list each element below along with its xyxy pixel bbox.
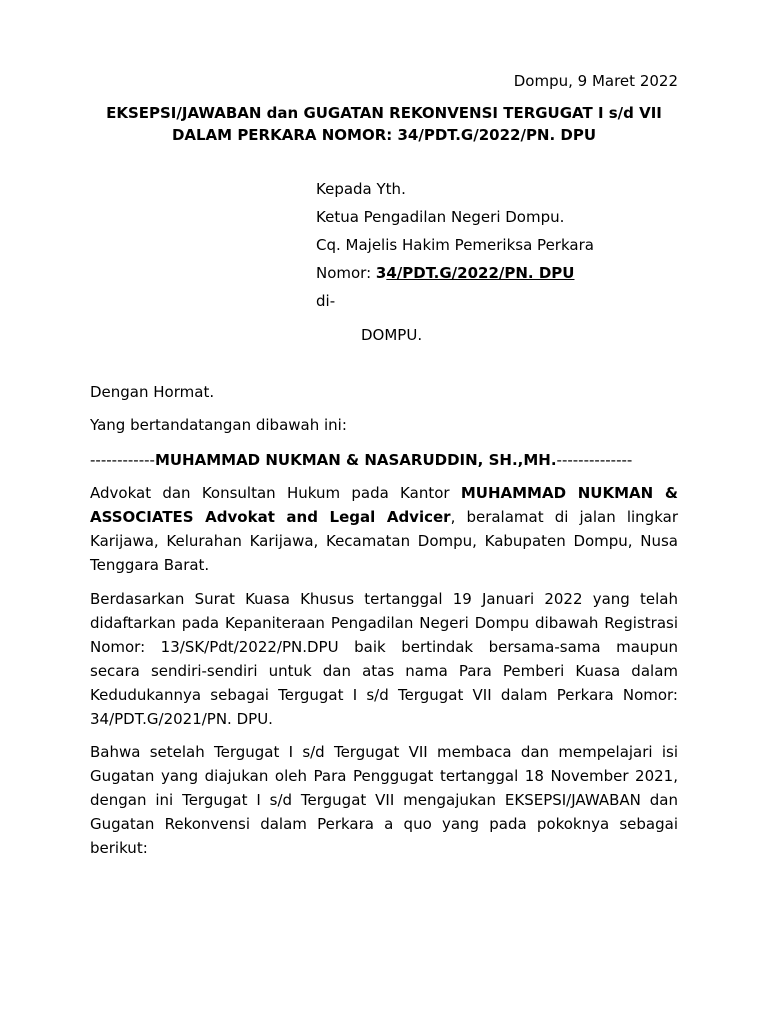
addressee-panel: Cq. Majelis Hakim Pemeriksa Perkara xyxy=(316,236,594,254)
document-title xyxy=(60,102,708,146)
signatory-dashes-left: ------------ xyxy=(90,451,155,469)
addressee-case-number xyxy=(316,259,594,287)
addressee-di: di- xyxy=(316,292,336,310)
paragraph-advocate xyxy=(90,481,678,577)
intro-line: Yang bertandatangan dibawah ini: xyxy=(90,416,347,434)
paragraph-power-of-attorney: Berdasarkan Surat Kuasa Khusus tertanggal 19 Januari 2022 yang telah didaftarkan pada Kepaniteraan Pengadilan Negeri Dompu dibawah Registrasi Nomor: 13/SK/Pdt/2022/PN.DPU baik bertindak bersama-sama maupun secara sendiri-sendiri untuk dan atas nama Para Pemberi Kuasa dalam Kedudukannya sebagai Tergugat I s/d Tergugat VII dalam Perkara Nomor: 34/PDT.G/2021/PN. DPU. xyxy=(90,590,678,728)
paragraph-advocate-text-a: Advokat dan Konsultan Hukum pada Kantor xyxy=(90,484,461,502)
case-number-value: 4/PDT.G/2022/PN. DPU xyxy=(386,264,575,282)
addressee-greeting: Kepada Yth. xyxy=(316,180,406,198)
addressee-city: DOMPU. xyxy=(361,326,423,344)
addressee-court: Ketua Pengadilan Negeri Dompu. xyxy=(316,208,565,226)
paragraph-advocate-text-b: , beralamat di jalan lingkar Karijawa, Kelurahan Karijawa, Kecamatan Dompu, Kabupaten Dompu, Nusa Tenggara Barat. xyxy=(90,508,678,574)
signatory-line xyxy=(90,448,678,472)
title-line-1: EKSEPSI/JAWABAN dan GUGATAN REKONVENSI TERGUGAT I s/d VII xyxy=(106,104,662,122)
title-line-2: DALAM PERKARA NOMOR: 34/PDT.G/2022/PN. DPU xyxy=(171,126,597,144)
salutation: Dengan Hormat. xyxy=(90,383,215,401)
paragraph-response: Bahwa setelah Tergugat I s/d Tergugat VII membaca dan mempelajari isi Gugatan yang diajukan oleh Para Penggugat tertanggal 18 November 2021, dengan ini Tergugat I s/d Tergugat VII mengajukan EKSEPSI/JAWABAN dan Gugatan Rekonvensi dalam Perkara a quo yang pada pokoknya sebagai berikut: xyxy=(90,743,678,857)
case-number-label: Nomor: xyxy=(316,264,376,282)
signatory-names: MUHAMMAD NUKMAN & NASARUDDIN, SH.,MH. xyxy=(154,451,557,469)
addressee-block xyxy=(316,175,594,349)
place-date: Dompu, 9 Maret 2022 xyxy=(513,72,678,90)
signatory-dashes-right: -------------- xyxy=(556,451,633,469)
case-number-prefix: 3 xyxy=(375,264,387,282)
law-firm-name: MUHAMMAD NUKMAN & ASSOCIATES Advokat and Legal Advicer xyxy=(90,484,679,526)
